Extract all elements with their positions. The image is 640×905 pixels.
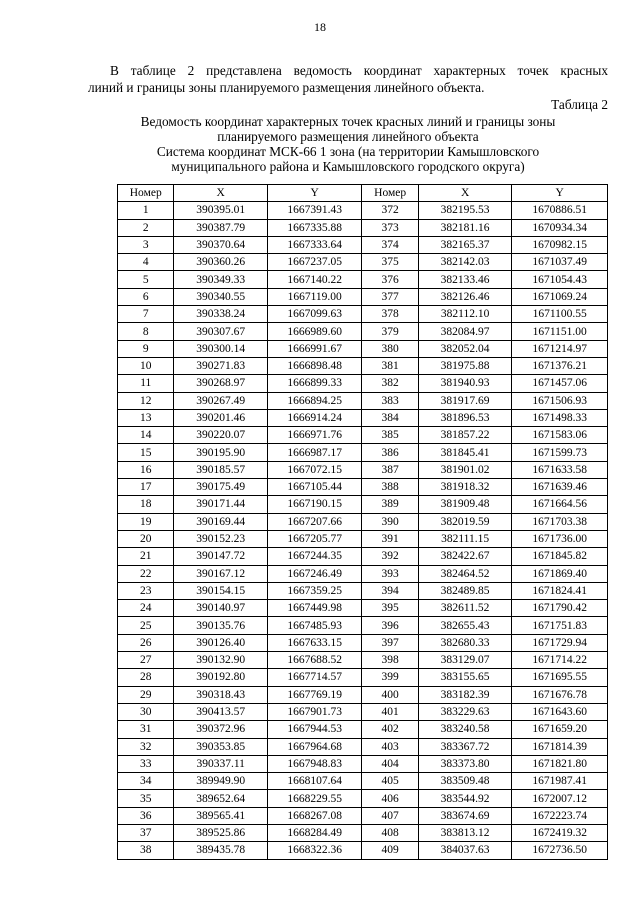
cell-number: 396	[362, 617, 418, 634]
cell-x: 390135.76	[174, 617, 267, 634]
cell-number: 23	[118, 582, 174, 599]
cell-number: 398	[362, 652, 418, 669]
cell-x: 390220.07	[174, 427, 267, 444]
cell-y: 1667449.98	[267, 600, 362, 617]
cell-number: 17	[118, 479, 174, 496]
cell-y: 1666971.76	[267, 427, 362, 444]
cell-y: 1671703.38	[512, 513, 608, 530]
cell-y: 1667485.93	[267, 617, 362, 634]
cell-y: 1667205.77	[267, 530, 362, 547]
cell-y: 1666899.33	[267, 375, 362, 392]
cell-y: 1666989.60	[267, 323, 362, 340]
cell-y: 1671821.80	[512, 755, 608, 772]
table-row	[118, 427, 608, 444]
cell-y: 1667391.43	[267, 202, 362, 219]
cell-number: 9	[118, 340, 174, 357]
cell-y: 1667944.53	[267, 721, 362, 738]
cell-y: 1668284.49	[267, 824, 362, 841]
cell-y: 1671506.93	[512, 392, 608, 409]
cell-y: 1667099.63	[267, 306, 362, 323]
table-row	[118, 323, 608, 340]
cell-number: 388	[362, 479, 418, 496]
cell-y: 1671376.21	[512, 357, 608, 374]
cell-number: 34	[118, 773, 174, 790]
cell-x: 390340.55	[174, 288, 267, 305]
cell-number: 21	[118, 548, 174, 565]
cell-number: 38	[118, 842, 174, 859]
table-row	[118, 513, 608, 530]
cell-number: 14	[118, 427, 174, 444]
cell-y: 1671845.82	[512, 548, 608, 565]
table-row	[118, 530, 608, 547]
header-number-1: Номер	[118, 185, 174, 202]
cell-y: 1668229.55	[267, 790, 362, 807]
table-row	[118, 790, 608, 807]
cell-y: 1671583.06	[512, 427, 608, 444]
cell-x: 383229.63	[418, 703, 511, 720]
cell-y: 1666898.48	[267, 357, 362, 374]
table-row	[118, 254, 608, 271]
cell-number: 404	[362, 755, 418, 772]
cell-number: 384	[362, 409, 418, 426]
cell-y: 1671790.42	[512, 600, 608, 617]
cell-y: 1671633.58	[512, 461, 608, 478]
cell-number: 32	[118, 738, 174, 755]
cell-number: 36	[118, 807, 174, 824]
cell-x: 381901.02	[418, 461, 511, 478]
cell-number: 403	[362, 738, 418, 755]
cell-x: 382165.37	[418, 236, 511, 253]
table-row	[118, 461, 608, 478]
cell-x: 382422.67	[418, 548, 511, 565]
table-row	[118, 340, 608, 357]
cell-x: 382052.04	[418, 340, 511, 357]
cell-y: 1668107.64	[267, 773, 362, 790]
intro-line-2: линий и границы зоны планируемого размещения линейного объекта.	[88, 80, 485, 95]
cell-number: 407	[362, 807, 418, 824]
intro-line-1: В таблице 2 представлена ведомость координат характерных точек красных	[110, 63, 608, 78]
cell-x: 390171.44	[174, 496, 267, 513]
cell-x: 382181.16	[418, 219, 511, 236]
cell-x: 390267.49	[174, 392, 267, 409]
table-row	[118, 807, 608, 824]
cell-y: 1671599.73	[512, 444, 608, 461]
caption-line-3: Система координат МСК-66 1 зона (на территории Камышловского	[156, 144, 540, 159]
cell-x: 383182.39	[418, 686, 511, 703]
table-header-row	[118, 185, 608, 202]
cell-x: 390387.79	[174, 219, 267, 236]
cell-number: 5	[118, 271, 174, 288]
cell-number: 373	[362, 219, 418, 236]
intro-paragraph	[88, 62, 608, 96]
cell-x: 390132.90	[174, 652, 267, 669]
cell-y: 1667948.83	[267, 755, 362, 772]
cell-x: 382111.15	[418, 530, 511, 547]
table-row	[118, 565, 608, 582]
table-row	[118, 669, 608, 686]
header-x-1: X	[174, 185, 267, 202]
cell-x: 390318.43	[174, 686, 267, 703]
cell-number: 2	[118, 219, 174, 236]
cell-x: 390353.85	[174, 738, 267, 755]
cell-y: 1672736.50	[512, 842, 608, 859]
cell-x: 381845.41	[418, 444, 511, 461]
table-row	[118, 496, 608, 513]
table-row	[118, 271, 608, 288]
cell-number: 380	[362, 340, 418, 357]
cell-number: 376	[362, 271, 418, 288]
cell-x: 382195.53	[418, 202, 511, 219]
cell-y: 1671643.60	[512, 703, 608, 720]
cell-x: 382019.59	[418, 513, 511, 530]
cell-x: 382142.03	[418, 254, 511, 271]
table-row	[118, 686, 608, 703]
cell-x: 383544.92	[418, 790, 511, 807]
cell-number: 375	[362, 254, 418, 271]
cell-x: 390413.57	[174, 703, 267, 720]
cell-number: 3	[118, 236, 174, 253]
cell-y: 1671100.55	[512, 306, 608, 323]
cell-x: 382655.43	[418, 617, 511, 634]
cell-number: 7	[118, 306, 174, 323]
cell-y: 1671457.06	[512, 375, 608, 392]
cell-y: 1670982.15	[512, 236, 608, 253]
cell-x: 390395.01	[174, 202, 267, 219]
cell-number: 33	[118, 755, 174, 772]
cell-y: 1671069.24	[512, 288, 608, 305]
cell-y: 1667335.88	[267, 219, 362, 236]
cell-x: 382680.33	[418, 634, 511, 651]
cell-y: 1667072.15	[267, 461, 362, 478]
cell-number: 379	[362, 323, 418, 340]
cell-number: 381	[362, 357, 418, 374]
cell-number: 37	[118, 824, 174, 841]
cell-y: 1668322.36	[267, 842, 362, 859]
cell-number: 408	[362, 824, 418, 841]
table-row	[118, 617, 608, 634]
cell-x: 390140.97	[174, 600, 267, 617]
cell-number: 8	[118, 323, 174, 340]
cell-x: 381857.22	[418, 427, 511, 444]
table-row	[118, 755, 608, 772]
table-row	[118, 409, 608, 426]
cell-y: 1672419.32	[512, 824, 608, 841]
cell-x: 382126.46	[418, 288, 511, 305]
cell-y: 1671214.97	[512, 340, 608, 357]
cell-y: 1670934.34	[512, 219, 608, 236]
cell-number: 377	[362, 288, 418, 305]
cell-y: 1667246.49	[267, 565, 362, 582]
cell-x: 390175.49	[174, 479, 267, 496]
table-row	[118, 703, 608, 720]
table-row	[118, 306, 608, 323]
cell-x: 383367.72	[418, 738, 511, 755]
cell-y: 1672007.12	[512, 790, 608, 807]
cell-y: 1666914.24	[267, 409, 362, 426]
cell-x: 383813.12	[418, 824, 511, 841]
cell-y: 1671037.49	[512, 254, 608, 271]
cell-x: 390268.97	[174, 375, 267, 392]
cell-x: 383373.80	[418, 755, 511, 772]
cell-number: 27	[118, 652, 174, 669]
table-row	[118, 582, 608, 599]
cell-y: 1667688.52	[267, 652, 362, 669]
cell-x: 381918.32	[418, 479, 511, 496]
cell-number: 28	[118, 669, 174, 686]
cell-x: 390372.96	[174, 721, 267, 738]
cell-y: 1671869.40	[512, 565, 608, 582]
header-y-1: Y	[267, 185, 362, 202]
cell-y: 1667964.68	[267, 738, 362, 755]
cell-y: 1671729.94	[512, 634, 608, 651]
cell-x: 390195.90	[174, 444, 267, 461]
cell-number: 15	[118, 444, 174, 461]
cell-x: 390370.64	[174, 236, 267, 253]
cell-number: 22	[118, 565, 174, 582]
table-row	[118, 721, 608, 738]
caption-line-1: Ведомость координат характерных точек красных линий и границы зоны	[140, 114, 556, 129]
cell-y: 1667190.15	[267, 496, 362, 513]
cell-number: 18	[118, 496, 174, 513]
table-row	[118, 236, 608, 253]
cell-y: 1671736.00	[512, 530, 608, 547]
cell-x: 390338.24	[174, 306, 267, 323]
cell-number: 13	[118, 409, 174, 426]
cell-x: 381975.88	[418, 357, 511, 374]
header-number-2: Номер	[362, 185, 418, 202]
cell-y: 1667237.05	[267, 254, 362, 271]
cell-y: 1668267.08	[267, 807, 362, 824]
cell-x: 390271.83	[174, 357, 267, 374]
header-y-2: Y	[512, 185, 608, 202]
cell-number: 397	[362, 634, 418, 651]
cell-y: 1667244.35	[267, 548, 362, 565]
caption-line-2: планируемого размещения линейного объекта	[217, 129, 479, 144]
header-x-2: X	[418, 185, 511, 202]
table-row	[118, 548, 608, 565]
cell-number: 16	[118, 461, 174, 478]
cell-number: 31	[118, 721, 174, 738]
cell-x: 390147.72	[174, 548, 267, 565]
cell-y: 1667359.25	[267, 582, 362, 599]
table-body	[118, 202, 608, 859]
cell-y: 1671151.00	[512, 323, 608, 340]
cell-number: 30	[118, 703, 174, 720]
cell-x: 390192.80	[174, 669, 267, 686]
cell-y: 1666894.25	[267, 392, 362, 409]
cell-number: 409	[362, 842, 418, 859]
cell-y: 1667140.22	[267, 271, 362, 288]
cell-y: 1671714.22	[512, 652, 608, 669]
cell-y: 1671054.43	[512, 271, 608, 288]
cell-y: 1671639.46	[512, 479, 608, 496]
cell-number: 387	[362, 461, 418, 478]
cell-x: 382112.10	[418, 306, 511, 323]
table-label: Таблица 2	[551, 97, 608, 112]
cell-y: 1671987.41	[512, 773, 608, 790]
cell-number: 25	[118, 617, 174, 634]
cell-y: 1671824.41	[512, 582, 608, 599]
cell-number: 11	[118, 375, 174, 392]
cell-number: 385	[362, 427, 418, 444]
table-row	[118, 634, 608, 651]
cell-number: 399	[362, 669, 418, 686]
cell-x: 390201.46	[174, 409, 267, 426]
cell-x: 382489.85	[418, 582, 511, 599]
table-caption	[88, 114, 608, 174]
cell-y: 1671751.83	[512, 617, 608, 634]
cell-x: 390360.26	[174, 254, 267, 271]
cell-y: 1667119.00	[267, 288, 362, 305]
cell-number: 389	[362, 496, 418, 513]
cell-x: 390185.57	[174, 461, 267, 478]
cell-number: 391	[362, 530, 418, 547]
cell-x: 390152.23	[174, 530, 267, 547]
table-row	[118, 824, 608, 841]
cell-number: 35	[118, 790, 174, 807]
cell-number: 19	[118, 513, 174, 530]
cell-x: 383509.48	[418, 773, 511, 790]
cell-x: 390154.15	[174, 582, 267, 599]
cell-y: 1670886.51	[512, 202, 608, 219]
cell-y: 1667769.19	[267, 686, 362, 703]
cell-number: 26	[118, 634, 174, 651]
cell-y: 1672223.74	[512, 807, 608, 824]
cell-number: 24	[118, 600, 174, 617]
cell-x: 382611.52	[418, 600, 511, 617]
cell-number: 10	[118, 357, 174, 374]
caption-line-4: муниципального района и Камышловского городского округа)	[171, 159, 525, 174]
cell-x: 381917.69	[418, 392, 511, 409]
cell-y: 1666987.17	[267, 444, 362, 461]
cell-x: 390167.12	[174, 565, 267, 582]
cell-x: 382084.97	[418, 323, 511, 340]
table-row	[118, 288, 608, 305]
cell-number: 405	[362, 773, 418, 790]
cell-x: 390300.14	[174, 340, 267, 357]
cell-x: 389525.86	[174, 824, 267, 841]
cell-x: 383155.65	[418, 669, 511, 686]
table-row	[118, 392, 608, 409]
cell-number: 1	[118, 202, 174, 219]
cell-x: 389565.41	[174, 807, 267, 824]
coordinates-table	[117, 184, 608, 860]
cell-y: 1671676.78	[512, 686, 608, 703]
cell-number: 400	[362, 686, 418, 703]
cell-y: 1667333.64	[267, 236, 362, 253]
cell-x: 383240.58	[418, 721, 511, 738]
cell-number: 392	[362, 548, 418, 565]
cell-y: 1671498.33	[512, 409, 608, 426]
cell-x: 381940.93	[418, 375, 511, 392]
cell-number: 406	[362, 790, 418, 807]
cell-number: 6	[118, 288, 174, 305]
cell-x: 383129.07	[418, 652, 511, 669]
cell-number: 390	[362, 513, 418, 530]
cell-number: 378	[362, 306, 418, 323]
cell-y: 1671814.39	[512, 738, 608, 755]
table-row	[118, 357, 608, 374]
cell-number: 395	[362, 600, 418, 617]
cell-x: 390169.44	[174, 513, 267, 530]
table-row	[118, 219, 608, 236]
cell-number: 12	[118, 392, 174, 409]
cell-number: 29	[118, 686, 174, 703]
cell-y: 1667105.44	[267, 479, 362, 496]
cell-x: 382464.52	[418, 565, 511, 582]
cell-x: 382133.46	[418, 271, 511, 288]
table-row	[118, 600, 608, 617]
cell-number: 20	[118, 530, 174, 547]
cell-number: 393	[362, 565, 418, 582]
cell-y: 1667207.66	[267, 513, 362, 530]
cell-number: 374	[362, 236, 418, 253]
cell-y: 1667633.15	[267, 634, 362, 651]
cell-x: 390337.11	[174, 755, 267, 772]
page-number: 18	[314, 20, 326, 34]
cell-x: 389949.90	[174, 773, 267, 790]
table-row	[118, 375, 608, 392]
cell-number: 382	[362, 375, 418, 392]
cell-y: 1667714.57	[267, 669, 362, 686]
table-row	[118, 773, 608, 790]
table-row	[118, 202, 608, 219]
table-row	[118, 444, 608, 461]
cell-number: 394	[362, 582, 418, 599]
cell-y: 1671695.55	[512, 669, 608, 686]
cell-number: 4	[118, 254, 174, 271]
cell-y: 1671664.56	[512, 496, 608, 513]
cell-x: 390349.33	[174, 271, 267, 288]
table-row	[118, 652, 608, 669]
cell-number: 401	[362, 703, 418, 720]
cell-x: 384037.63	[418, 842, 511, 859]
table-row	[118, 842, 608, 859]
cell-x: 390307.67	[174, 323, 267, 340]
cell-number: 386	[362, 444, 418, 461]
cell-x: 389652.64	[174, 790, 267, 807]
table-row	[118, 479, 608, 496]
cell-x: 381896.53	[418, 409, 511, 426]
cell-x: 389435.78	[174, 842, 267, 859]
cell-number: 402	[362, 721, 418, 738]
cell-x: 390126.40	[174, 634, 267, 651]
cell-y: 1666991.67	[267, 340, 362, 357]
cell-y: 1671659.20	[512, 721, 608, 738]
cell-x: 381909.48	[418, 496, 511, 513]
cell-x: 383674.69	[418, 807, 511, 824]
cell-y: 1667901.73	[267, 703, 362, 720]
cell-number: 372	[362, 202, 418, 219]
table-row	[118, 738, 608, 755]
cell-number: 383	[362, 392, 418, 409]
